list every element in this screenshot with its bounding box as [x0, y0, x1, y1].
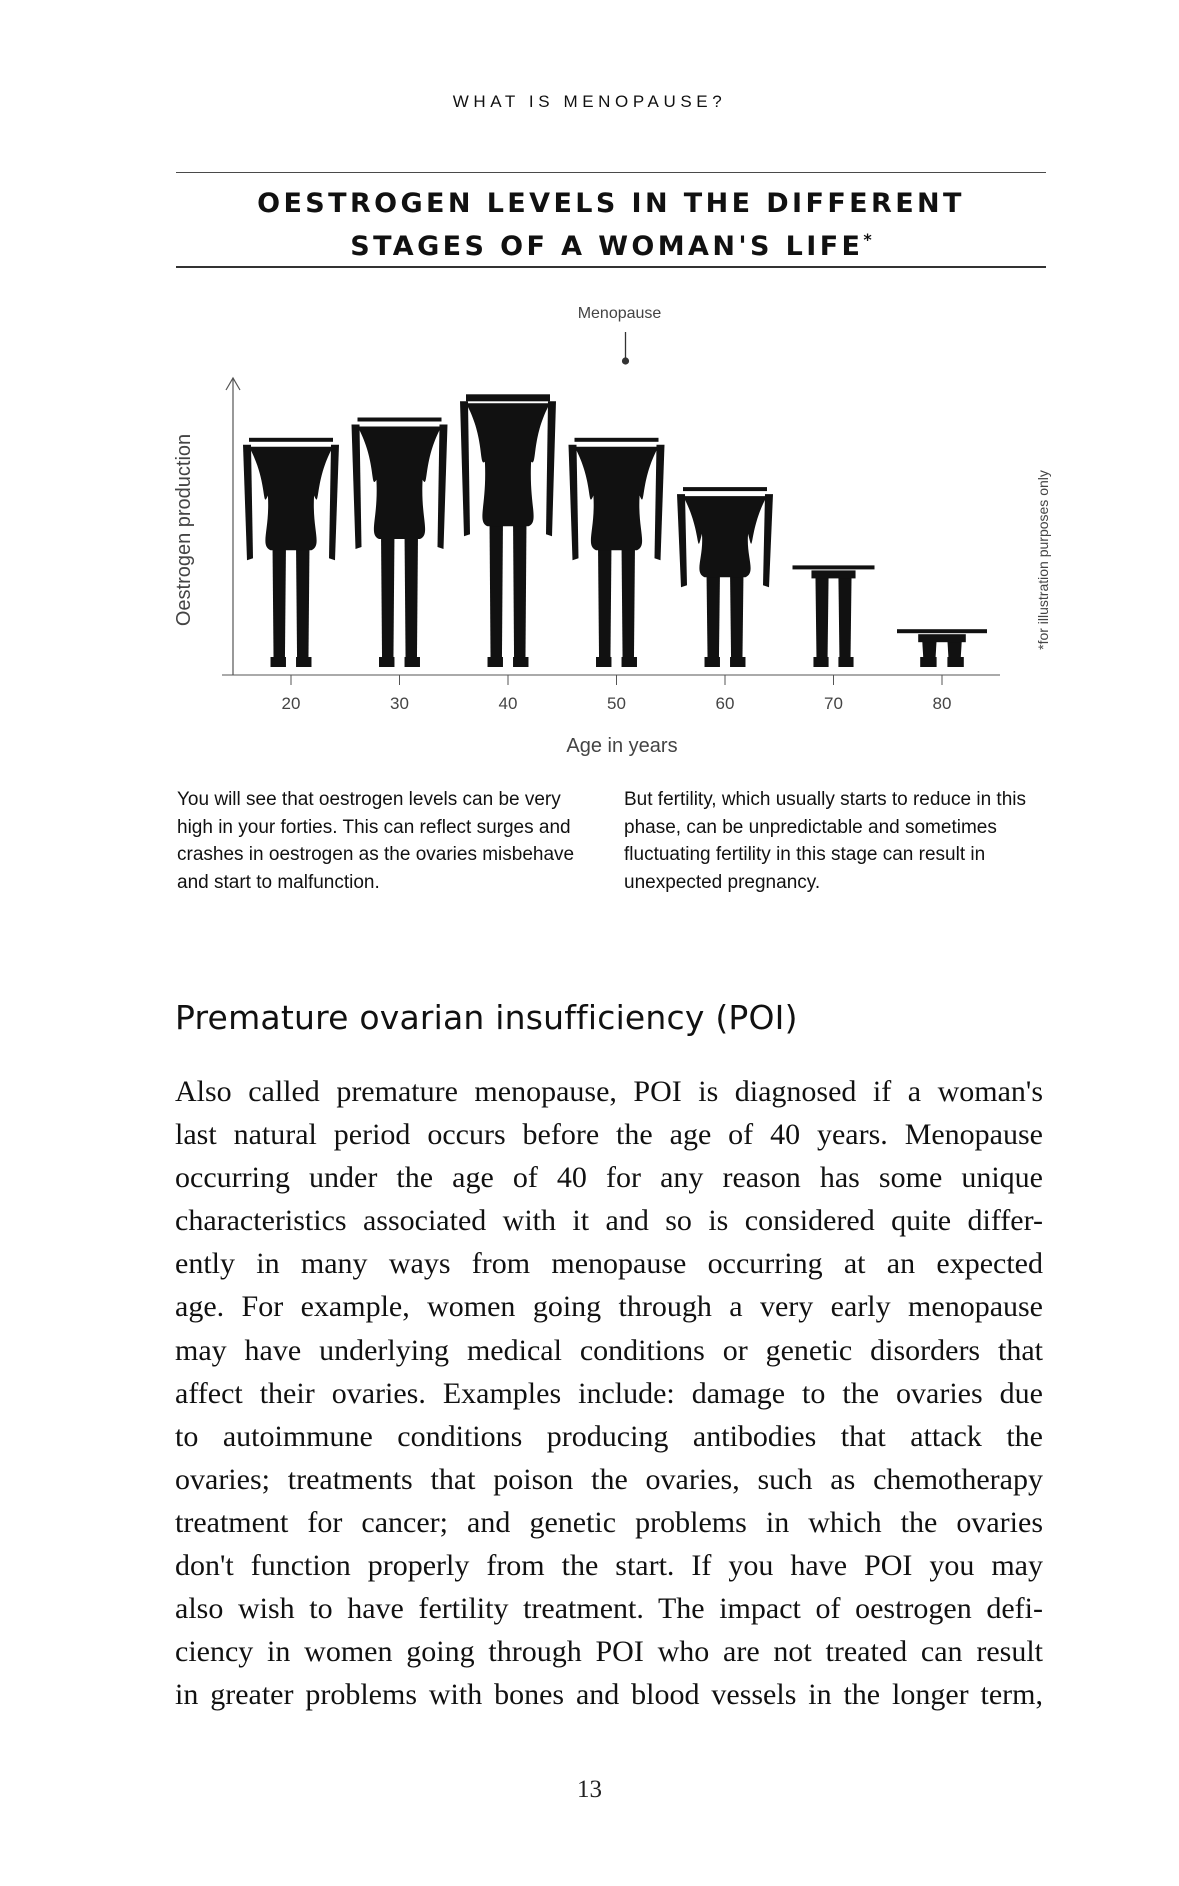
x-tick-label: 50: [607, 694, 626, 713]
x-tick-label: 30: [390, 694, 409, 713]
figure-right-foot: [947, 657, 963, 667]
section-heading: Premature ovarian insufficiency (POI): [175, 998, 798, 1037]
chart-bars: [243, 394, 987, 667]
figure-caption-right: But fertility, which usually starts to reduce in this phase, can be unpredictable and sometimes fluctuating fertility in this stage can result in unexpected pregnancy.: [624, 789, 1026, 893]
figure-right-foot: [513, 657, 528, 667]
body-line: Also called premature menopause, POI is diagnosed if a woman's: [175, 1075, 1043, 1108]
bar-top-cap: [683, 487, 767, 491]
x-tick-label: 60: [715, 694, 735, 713]
figure-torso: [683, 496, 767, 577]
body-line: in greater problems with bones and blood vessels in the longer term,: [175, 1678, 1043, 1712]
figure-torso: [466, 403, 550, 526]
bar: [243, 438, 339, 667]
body-line: last natural period occurs before the age of 40 years. Menopause: [175, 1118, 1043, 1152]
x-tick-label: 40: [498, 694, 518, 713]
y-axis-label: Oestrogen production: [173, 433, 195, 627]
figure-caption-left: You will see that oestrogen levels can be very high in your forties. This can reflect surges and crashes in oestrogen as the ovaries misbehave and start to malfunction.: [177, 789, 575, 893]
body-line: affect their ovaries. Examples include: damage to the ovaries due: [175, 1376, 1043, 1410]
figure-left-foot: [920, 657, 936, 667]
figure-left-arm: [460, 401, 470, 536]
body-line: occurring under the age of 40 for any reason has some unique: [175, 1161, 1043, 1195]
menopause-annotation-label: Menopause: [577, 305, 662, 322]
bar-figure: [918, 634, 966, 667]
figure-right-leg: [622, 546, 635, 657]
bar: [897, 629, 987, 667]
bar-figure: [677, 494, 773, 667]
bar: [677, 487, 773, 667]
bar-figure: [460, 401, 556, 667]
body-line: treatment for cancer; and genetic problems in which the ovaries: [175, 1505, 1043, 1539]
figure-torso: [358, 427, 442, 540]
figure-right-arm: [329, 445, 339, 560]
oestrogen-chart: [0, 0, 1179, 760]
figure-right-arm: [655, 445, 665, 560]
body-line: don't function properly from the start. If you have POI you may: [175, 1549, 1043, 1583]
body-line: ovaries; treatments that poison the ovaries, such as chemotherapy: [175, 1462, 1043, 1496]
bar-figure: [243, 445, 339, 667]
menopause-annotation-dot: [622, 357, 629, 364]
body-paragraph: [175, 1070, 1043, 1716]
bar: [793, 565, 875, 667]
figure-right-foot: [296, 657, 311, 667]
figure-right-foot: [730, 657, 745, 667]
figure-left-arm: [569, 445, 579, 560]
illustration-note: *for illustration purposes only: [1035, 470, 1051, 650]
bar-top-cap: [897, 629, 987, 633]
figure-left-foot: [271, 657, 286, 667]
figure-left-leg: [815, 576, 828, 657]
bar-figure: [569, 445, 665, 667]
page-number: 13: [577, 1776, 602, 1803]
figure-right-arm: [438, 425, 448, 550]
body-line: to autoimmune conditions producing antibodies that attack the: [175, 1419, 1043, 1453]
figure-torso: [575, 447, 659, 550]
figure-left-leg: [490, 522, 503, 657]
bar-figure: [811, 570, 855, 667]
body-line: ently in many ways from menopause occurring at an expected: [175, 1247, 1043, 1281]
figure-left-leg: [598, 546, 611, 657]
body-line: ciency in women going through POI who are not treated can result: [175, 1635, 1043, 1669]
figure-left-leg: [381, 535, 394, 657]
figure-right-leg: [838, 576, 851, 657]
figure-right-leg: [405, 535, 418, 657]
bar: [352, 418, 448, 668]
figure-right-leg: [296, 546, 309, 657]
bar-figure: [352, 425, 448, 668]
figure-left-leg: [707, 573, 720, 657]
chart-ticks: [282, 675, 952, 713]
figure-left-foot: [705, 657, 720, 667]
bar: [569, 438, 665, 667]
x-tick-label: 70: [824, 694, 843, 713]
body-line: age. For example, women going through a very early menopause: [175, 1290, 1043, 1324]
figure-right-arm: [546, 401, 556, 536]
bar-top-cap: [466, 394, 550, 401]
bar-top-cap: [358, 418, 442, 422]
body-line: also wish to have fertility treatment. The impact of oestrogen defi-: [175, 1592, 1043, 1626]
body-line: characteristics associated with it and so is considered quite differ-: [175, 1204, 1043, 1238]
figure-right-leg: [730, 573, 743, 657]
bar-top-cap: [575, 438, 659, 442]
figure-title-line-2-text: STAGES OF A WOMAN'S LIFE: [350, 231, 864, 262]
figure-right-foot: [622, 657, 637, 667]
figure-right-leg: [947, 640, 961, 657]
figure-right-foot: [405, 657, 420, 667]
figure-left-arm: [677, 494, 687, 587]
figure-right-leg: [513, 522, 526, 657]
figure-hips: [811, 570, 855, 578]
bar-top-cap: [249, 438, 333, 442]
running-header: WHAT IS MENOPAUSE?: [452, 92, 727, 111]
figure-right-foot: [838, 657, 853, 667]
figure-left-arm: [352, 425, 362, 550]
bar-top-cap: [793, 565, 875, 569]
bar: [460, 394, 556, 667]
figure-right-arm: [763, 494, 773, 587]
figure-title-line-1: OESTROGEN LEVELS IN THE DIFFERENT: [257, 188, 965, 219]
figure-hips: [918, 634, 966, 642]
figure-left-foot: [813, 657, 828, 667]
x-axis-label: Age in years: [566, 735, 678, 757]
figure-left-leg: [922, 640, 936, 657]
figure-left-foot: [488, 657, 503, 667]
body-line: may have underlying medical conditions or genetic disorders that: [175, 1333, 1043, 1367]
figure-torso: [249, 447, 333, 550]
figure-left-leg: [273, 546, 286, 657]
figure-title-asterisk: *: [863, 230, 872, 249]
figure-left-foot: [596, 657, 611, 667]
figure-left-arm: [243, 445, 253, 560]
x-tick-label: 20: [281, 694, 301, 713]
figure-left-foot: [379, 657, 394, 667]
x-tick-label: 80: [932, 694, 952, 713]
